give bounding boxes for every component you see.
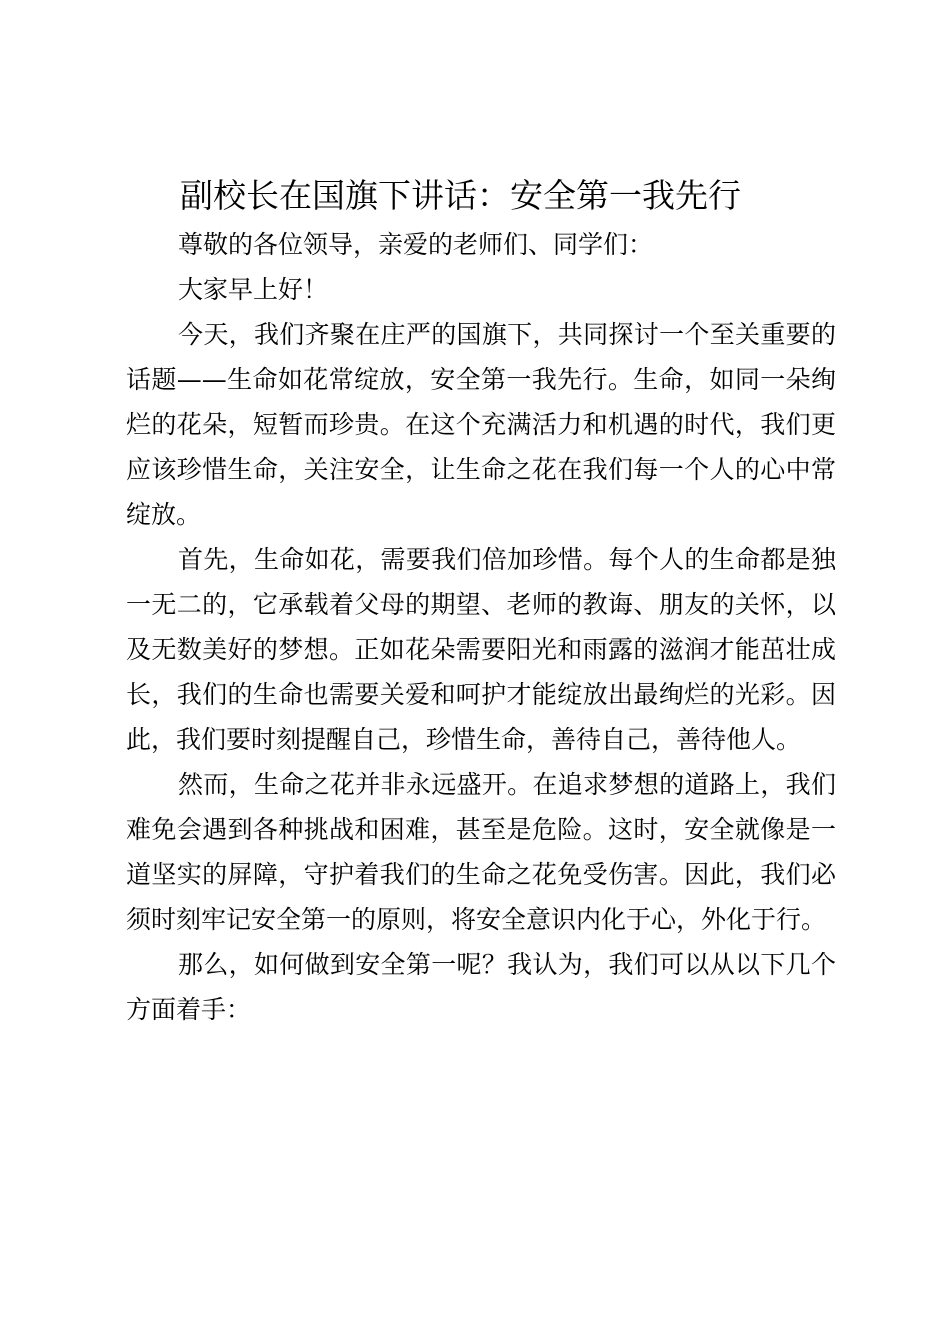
paragraph-greeting: 尊敬的各位领导，亲爱的老师们、同学们： [178,230,654,259]
document-title: 副校长在国旗下讲话：安全第一我先行 [180,176,741,215]
paragraph-cherish-life: 首先，生命如花，需要我们倍加珍惜。每个人的生命都是独一无二的，它承载着父母的期望、老师的教诲、朋友的关怀，以及无数美好的梦想。正如花朵需要阳光和雨露的滋润才能茁壮成长，我们的生命也需要关爱和呵护才能绽放出最绚烂的光彩。因此，我们要时刻提醒自己，珍惜生命，善待自己，善待他人。 [126,545,836,754]
paragraph-how-to: 那么，如何做到安全第一呢？我认为，我们可以从以下几个方面着手： [126,950,836,1024]
paragraph-safety-barrier: 然而，生命之花并非永远盛开。在追求梦想的道路上，我们难免会遇到各种挑战和困难，甚至是危险。这时，安全就像是一道坚实的屏障，守护着我们的生命之花免受伤害。因此，我们必须时刻牢记安全第一的原则，将安全意识内化于心，外化于行。 [126,770,836,934]
document-page [126,170,836,1032]
paragraph-morning: 大家早上好！ [178,275,329,304]
paragraph-intro: 今天，我们齐聚在庄严的国旗下，共同探讨一个至关重要的话题——生命如花常绽放，安全第一我先行。生命，如同一朵绚烂的花朵，短暂而珍贵。在这个充满活力和机遇的时代，我们更应该珍惜生命，关注安全，让生命之花在我们每一个人的心中常绽放。 [126,320,836,529]
